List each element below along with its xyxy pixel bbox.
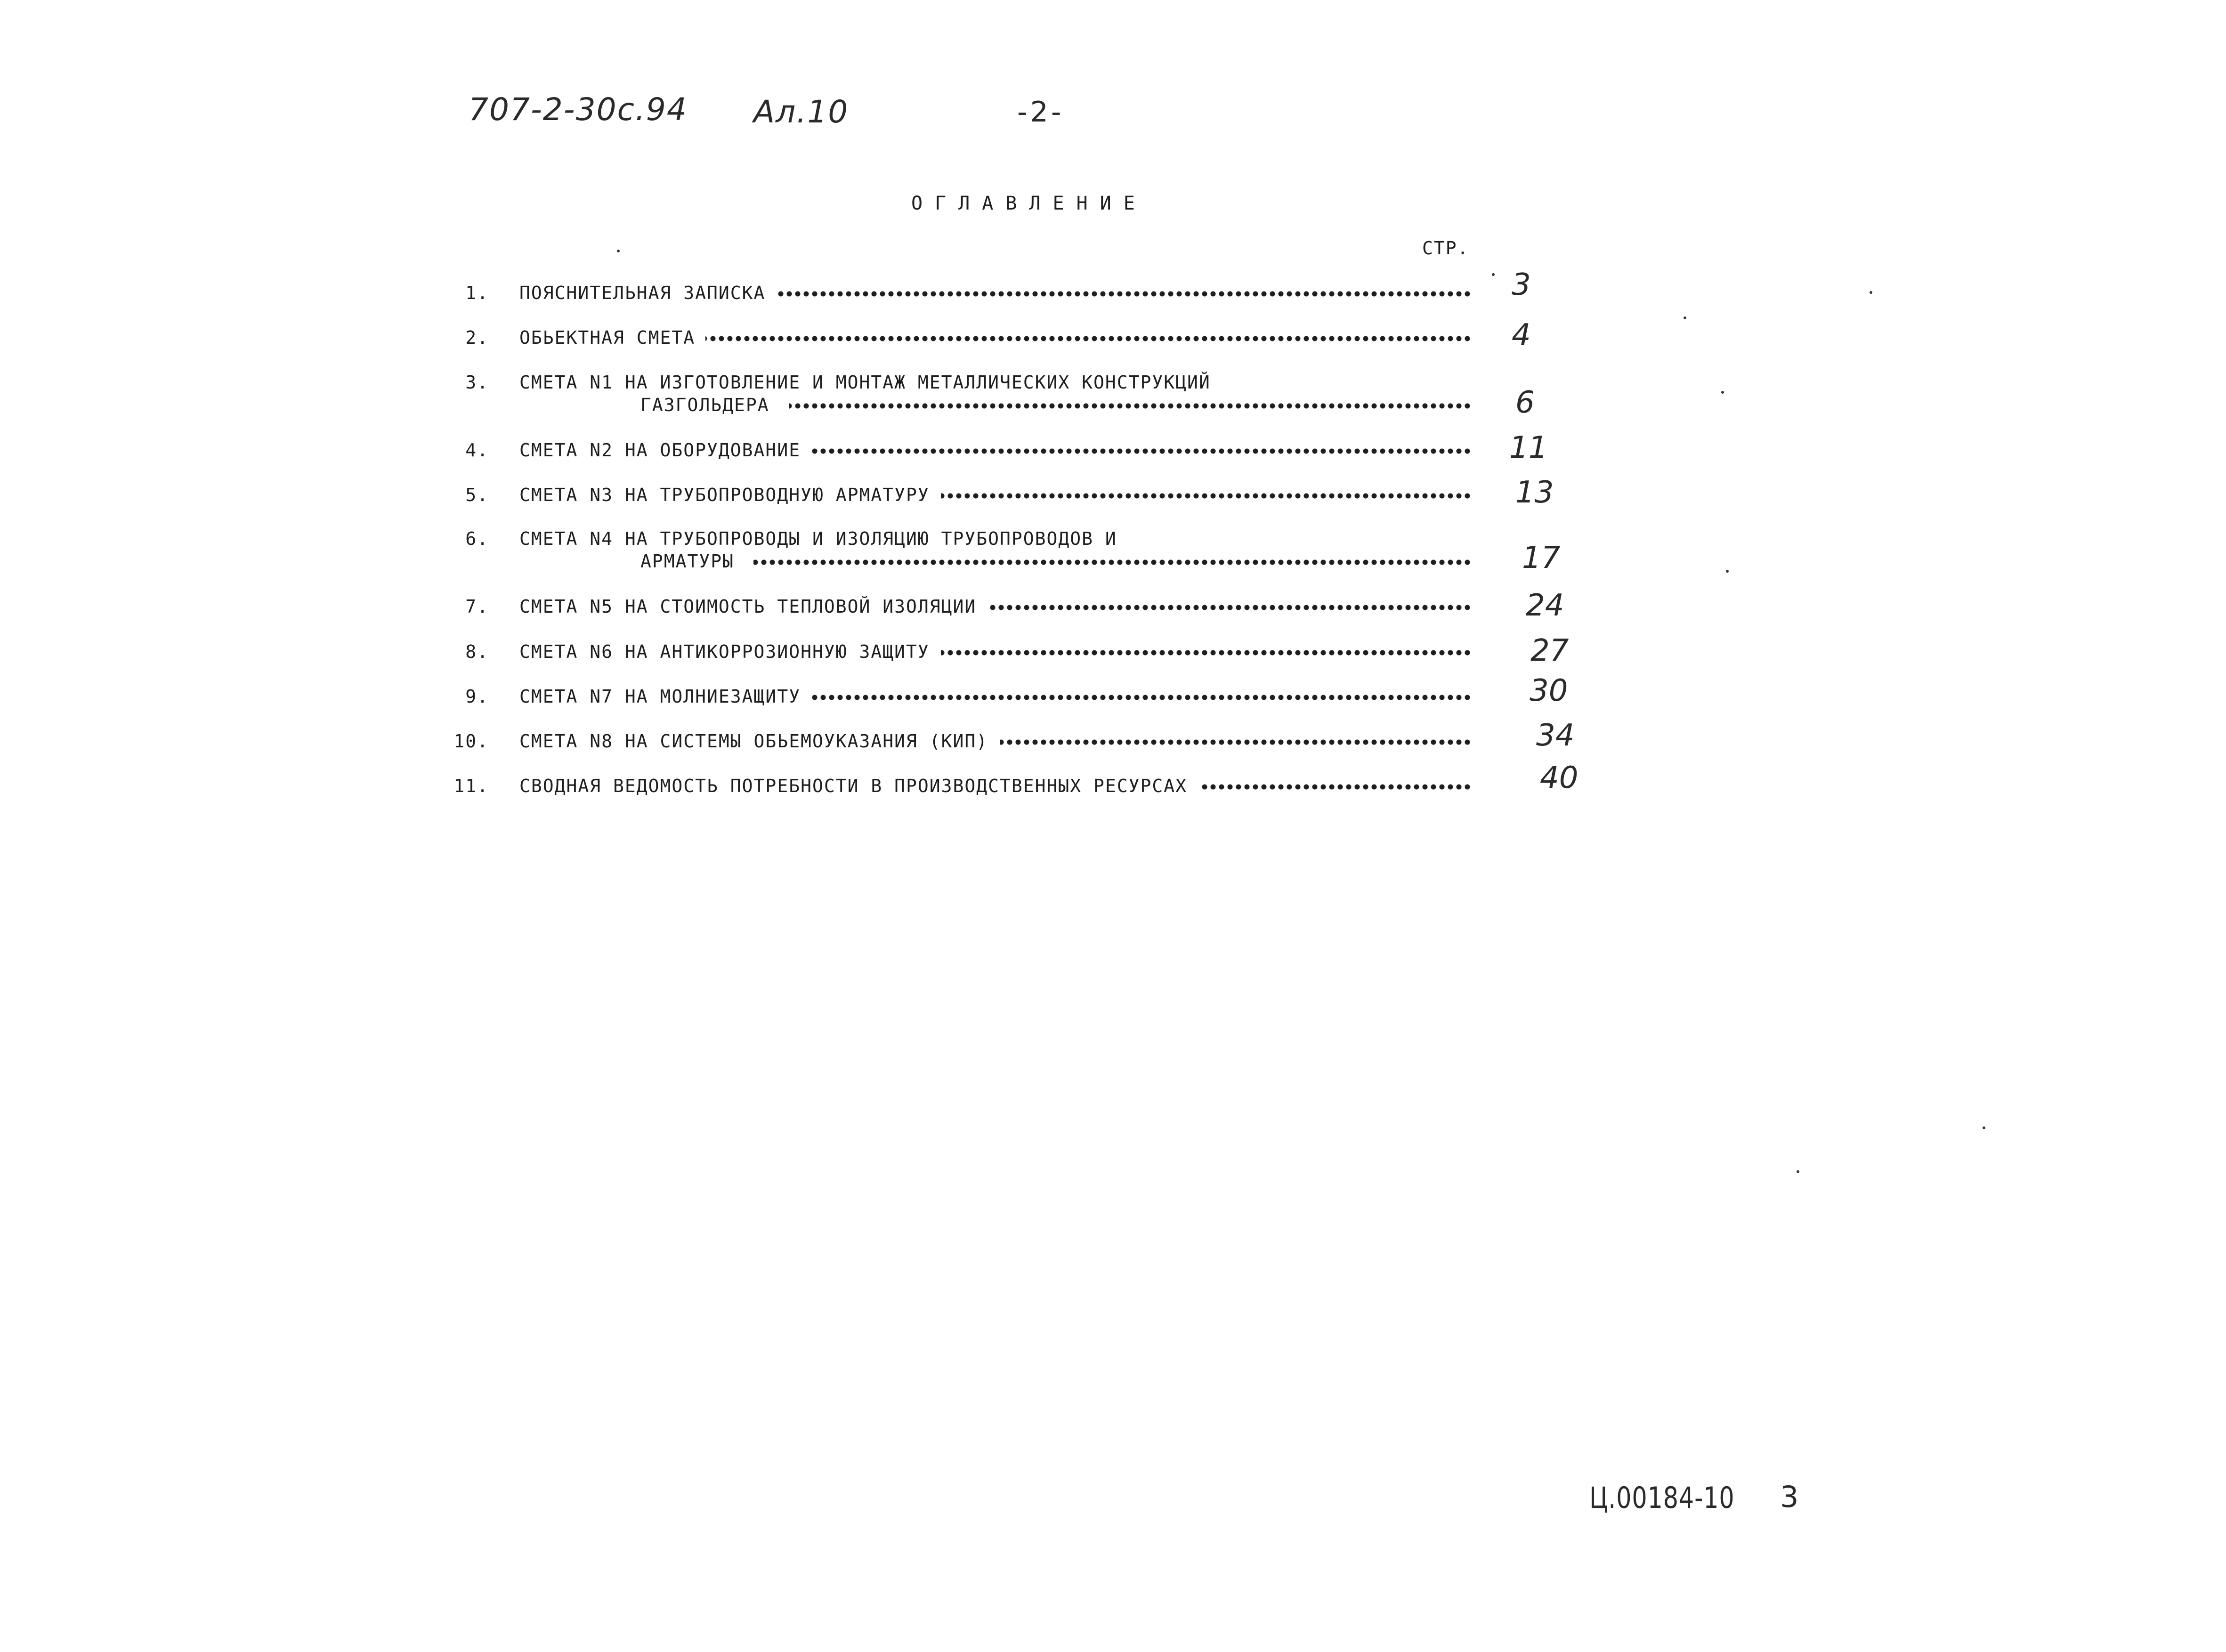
toc-entry-page: 40	[1540, 761, 1578, 795]
toc-entry-title: ПОЯСНИТЕЛЬНАЯ ЗАПИСКА	[519, 283, 766, 303]
toc-entry-number: 3.	[465, 372, 489, 393]
dot-leader	[811, 444, 1472, 458]
toc-entry-number: 2.	[465, 327, 489, 348]
dot-leader	[789, 399, 1472, 413]
toc-entry-page: 13	[1515, 475, 1554, 510]
dot-leader	[941, 489, 1472, 503]
toc-entry-page: 27	[1530, 633, 1569, 668]
toc-entry-page: 30	[1530, 673, 1568, 708]
dot-leader	[988, 600, 1472, 615]
toc-entry-page: 11	[1509, 430, 1548, 465]
dot-leader	[776, 287, 1472, 301]
toc-entry-title: СМЕТА N6 НА АНТИКОРРОЗИОННУЮ ЗАЩИТУ	[519, 641, 930, 662]
toc-entry-title: ОБЬЕКТНАЯ СМЕТА	[519, 327, 696, 348]
toc-entry-page: 34	[1536, 718, 1575, 753]
toc-entry-title: СМЕТА N5 НА СТОИМОСТЬ ТЕПЛОВОЙ ИЗОЛЯЦИИ	[519, 596, 977, 617]
scan-speck	[1983, 1126, 1985, 1129]
toc-entry-number: 5.	[465, 485, 489, 505]
toc-entry-page: 3	[1512, 267, 1531, 302]
scan-speck	[1726, 570, 1729, 573]
scan-speck	[617, 250, 620, 252]
scan-speck	[1797, 1170, 1799, 1173]
dot-leader	[1200, 780, 1472, 794]
toc-entry-page: 17	[1522, 541, 1561, 575]
dot-leader	[705, 332, 1472, 346]
toc-entry-title: СМЕТА N8 НА СИСТЕМЫ ОБЬЕМОУКАЗАНИЯ (КИП)	[519, 731, 988, 752]
toc-entry-number: 7.	[465, 596, 489, 617]
scan-speck	[1870, 291, 1872, 294]
dot-leader	[941, 646, 1472, 660]
scan-speck	[1721, 391, 1724, 394]
toc-entry-number: 9.	[465, 686, 489, 707]
toc-entry-number: 11.	[453, 776, 489, 796]
toc-entry-title: СМЕТА N2 НА ОБОРУДОВАНИЕ	[519, 440, 801, 461]
toc-entry-number: 8.	[465, 641, 489, 662]
toc-entry-title-continuation: АРМАТУРЫ	[640, 551, 735, 572]
page-column-header: СТР.	[1422, 238, 1469, 259]
toc-entry-title: СМЕТА N3 НА ТРУБОПРОВОДНУЮ АРМАТУРУ	[519, 485, 930, 505]
page-number: -2-	[1017, 96, 1064, 129]
toc-entry-title: СМЕТА N7 НА МОЛНИЕЗАЩИТУ	[519, 686, 801, 707]
toc-entry-title: СМЕТА N1 НА ИЗГОТОВЛЕНИЕ И МОНТАЖ МЕТАЛЛИЧЕСКИХ КОНСТРУКЦИЙ	[519, 372, 1211, 393]
toc-entry-number: 6.	[465, 528, 489, 549]
document-code: 707-2-30с.94	[469, 91, 688, 128]
dot-leader	[753, 555, 1472, 569]
archive-stamp-page: 3	[1780, 1480, 1799, 1514]
toc-entry-title: СВОДНАЯ ВЕДОМОСТЬ ПОТРЕБНОСТИ В ПРОИЗВОДСТВЕННЫХ РЕСУРСАХ	[519, 776, 1188, 796]
dot-leader	[1000, 735, 1472, 749]
scan-speck	[1684, 316, 1686, 319]
dot-leader	[811, 690, 1472, 705]
toc-entry-number: 4.	[465, 440, 489, 461]
toc-entry-number: 1.	[465, 283, 489, 303]
toc-entry-page: 24	[1526, 588, 1564, 623]
toc-title: ОГЛАВЛЕНИЕ	[911, 193, 1147, 214]
toc-entry-title-continuation: ГАЗГОЛЬДЕРА	[640, 395, 769, 415]
album-sheet-number: Ал.10	[753, 94, 849, 130]
toc-entry-title: СМЕТА N4 НА ТРУБОПРОВОДЫ И ИЗОЛЯЦИЮ ТРУБОПРОВОДОВ И	[519, 528, 1117, 549]
scan-speck	[1492, 273, 1495, 276]
toc-entry-page: 4	[1512, 318, 1531, 353]
archive-stamp: Ц.00184-10	[1589, 1481, 1735, 1515]
toc-entry-page: 6	[1515, 385, 1535, 420]
toc-entry-number: 10.	[453, 731, 489, 752]
